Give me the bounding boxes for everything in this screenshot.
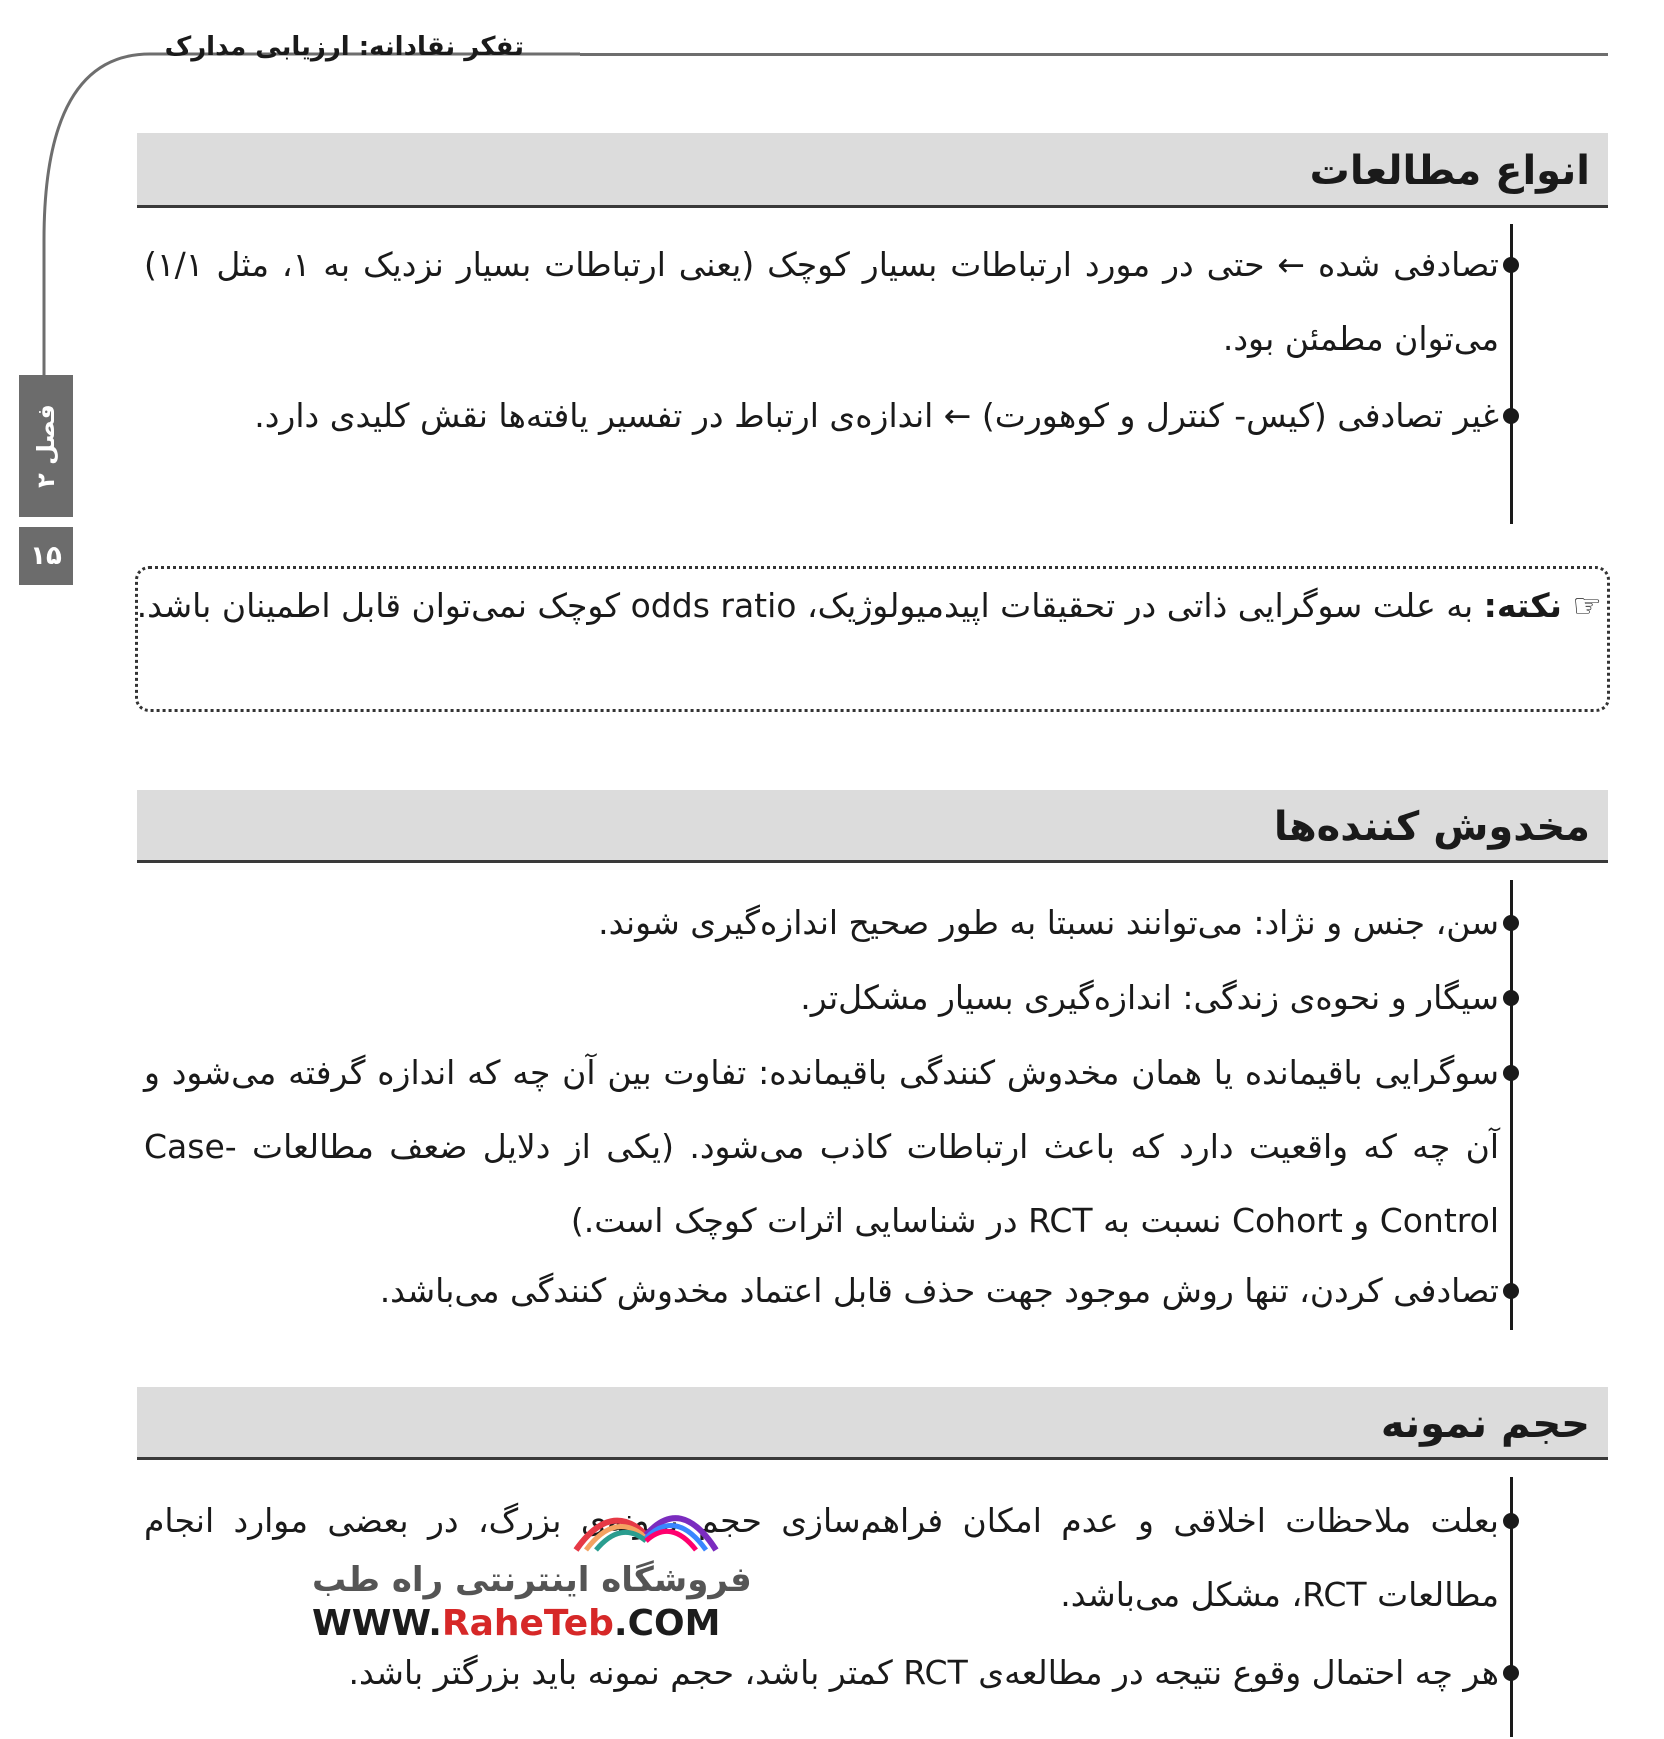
- section-title: حجم نمونه: [1380, 1401, 1590, 1447]
- bullet-icon: [1503, 1665, 1519, 1681]
- list-item: سیگار و نحوه‌ی زندگی: اندازه‌گیری بسیار مشکل‌تر.: [800, 978, 1499, 1017]
- watermark-url: [312, 1603, 720, 1644]
- section-title: انواع مطالعات: [1309, 148, 1590, 194]
- section-heading-study-types: [137, 133, 1608, 208]
- bullet-icon: [1503, 1513, 1519, 1529]
- url-suffix: .COM: [613, 1603, 721, 1644]
- pointing-hand-icon: ☞: [1572, 586, 1602, 625]
- bullet-icon: [1503, 408, 1519, 424]
- page-number: ۱۵: [19, 527, 73, 585]
- header-rule: [580, 53, 1608, 56]
- bullet-icon: [1503, 1283, 1519, 1299]
- bullet-icon: [1503, 990, 1519, 1006]
- bullet-icon: [1503, 257, 1519, 273]
- running-header-title: تفکر نقادانه: ارزیابی مدارک: [164, 32, 524, 62]
- section-heading-sample-size: [137, 1387, 1608, 1460]
- list-item: سوگرایی باقیمانده یا همان مخدوش کنندگی باقیمانده: تفاوت بین آن چه که اندازه گرفته می‌شود و آن چه که واقعیت دارد که باعث ارتباطات کاذب می‌شود. (یکی از دلایل ضعف مطالعات Case- Control و Cohort نسبت به RCT در شناسایی اثرات کوچک است.): [144, 1053, 1499, 1240]
- book-logo-icon: [566, 1480, 726, 1560]
- bullet-icon: [1503, 1065, 1519, 1081]
- url-brand: RaheTeb: [441, 1603, 614, 1644]
- list-item: هر چه احتمال وقوع نتیجه در مطالعه‌ی RCT کمتر باشد، حجم نمونه باید بزرگتر باشد.: [348, 1653, 1499, 1692]
- note-label: نکته:: [1483, 586, 1562, 625]
- section-title: مخدوش کننده‌ها: [1273, 804, 1590, 850]
- section-heading-confounders: [137, 790, 1608, 863]
- note-text: [134, 572, 1602, 640]
- bullet-icon: [1503, 915, 1519, 931]
- chapter-label: فصل ۲: [32, 404, 60, 488]
- list-item: تصادفی کردن، تنها روش موجود جهت حذف قابل اعتماد مخدوش کنندگی می‌باشد.: [379, 1271, 1499, 1310]
- list-item: بعلت ملاحظات اخلاقی و عدم امکان فراهم‌سازی حجم نمونه‌ی بزرگ، در بعضی موارد انجام مطالعات RCT، مشکل می‌باشد.: [144, 1501, 1499, 1614]
- watermark-store-name: فروشگاه اینترنتی راه طب: [312, 1560, 752, 1600]
- bullet-rail: [1510, 880, 1513, 1330]
- list-item: تصادفی شده ← حتی در مورد ارتباطات بسیار کوچک (یعنی ارتباطات بسیار نزدیک به ۱، مثل ۱/۱) می‌توان مطمئن بود.: [144, 245, 1499, 358]
- list-item: سن، جنس و نژاد: می‌توانند نسبتا به طور صحیح اندازه‌گیری شوند.: [598, 903, 1499, 942]
- list-item: غیر تصادفی (کیس- کنترل و کوهورت) ← اندازه‌ی ارتباط در تفسیر یافته‌ها نقش کلیدی دارد.: [254, 396, 1499, 435]
- url-prefix: WWW.: [312, 1603, 442, 1644]
- note-body: به علت سوگرایی ذاتی در تحقیقات اپیدمیولوژیک، odds ratio کوچک نمی‌توان قابل اطمینان باشد.: [136, 586, 1474, 625]
